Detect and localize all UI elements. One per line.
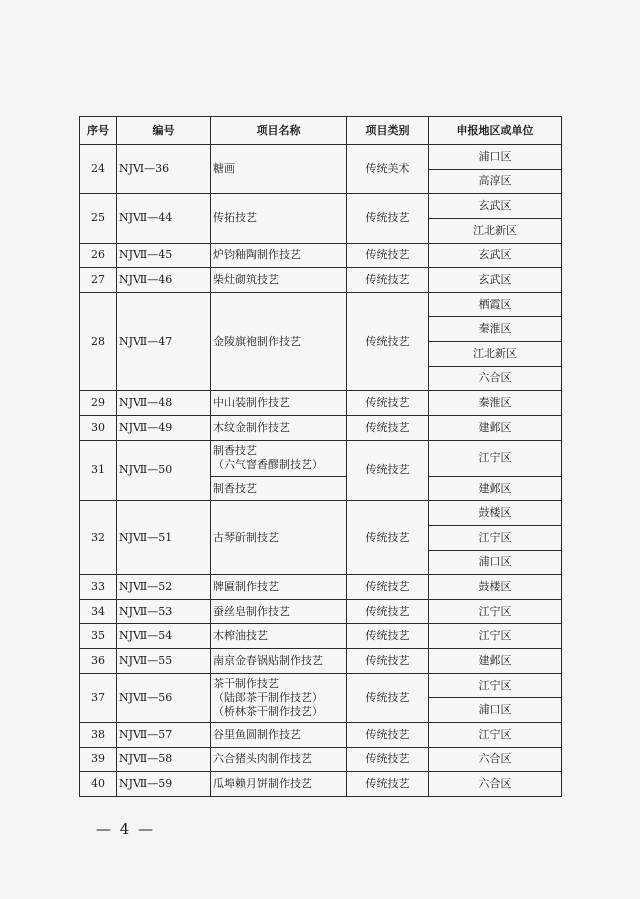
row-seq: 40 (80, 772, 117, 797)
row-region: 秦淮区 (429, 317, 562, 342)
row-region: 建邺区 (429, 649, 562, 674)
row-seq: 39 (80, 747, 117, 772)
row-seq: 35 (80, 624, 117, 649)
row-category: 传统技艺 (347, 292, 429, 391)
table-header-row (80, 117, 562, 145)
row-name-line: （六气窨香醪制技艺） (213, 458, 323, 472)
row-name: 中山装制作技艺 (211, 391, 347, 416)
row-region: 建邺区 (429, 476, 562, 501)
row-region: 江宁区 (429, 673, 562, 698)
row-region: 江北新区 (429, 342, 562, 367)
row-seq: 33 (80, 575, 117, 600)
heritage-list-table (79, 116, 562, 797)
table-row (80, 575, 562, 600)
table-row (80, 145, 562, 170)
row-region: 玄武区 (429, 194, 562, 219)
row-region: 浦口区 (429, 698, 562, 723)
row-name: 六合猪头肉制作技艺 (211, 747, 347, 772)
row-region: 玄武区 (429, 243, 562, 268)
table-row (80, 624, 562, 649)
row-seq: 30 (80, 415, 117, 440)
header-category: 项目类别 (347, 117, 429, 145)
row-code: NJⅦ—45 (117, 243, 211, 268)
row-region: 江宁区 (429, 624, 562, 649)
row-category: 传统技艺 (347, 575, 429, 600)
row-code: NJⅦ—50 (117, 440, 211, 501)
row-code: NJⅦ—54 (117, 624, 211, 649)
row-category: 传统技艺 (347, 624, 429, 649)
row-seq: 26 (80, 243, 117, 268)
row-code: NJⅦ—49 (117, 415, 211, 440)
row-code: NJⅦ—55 (117, 649, 211, 674)
row-category: 传统技艺 (347, 599, 429, 624)
row-code: NJⅦ—57 (117, 722, 211, 747)
row-seq: 32 (80, 501, 117, 575)
row-region: 六合区 (429, 366, 562, 391)
table-row (80, 722, 562, 747)
page-number: — 4 — (96, 820, 156, 838)
table-row (80, 268, 562, 293)
row-name: 金陵旗袍制作技艺 (211, 292, 347, 391)
row-name: 柴灶砌筑技艺 (211, 268, 347, 293)
row-name (211, 440, 347, 476)
row-category: 传统技艺 (347, 268, 429, 293)
row-code: NJⅥ—36 (117, 145, 211, 194)
row-name: 糖画 (211, 145, 347, 194)
row-code: NJⅦ—59 (117, 772, 211, 797)
row-category: 传统技艺 (347, 243, 429, 268)
row-code: NJⅦ—53 (117, 599, 211, 624)
row-seq: 27 (80, 268, 117, 293)
table-row (80, 649, 562, 674)
row-name: 制香技艺 (211, 476, 347, 501)
table-row (80, 673, 562, 698)
row-region: 鼓楼区 (429, 501, 562, 526)
row-code: NJⅦ—56 (117, 673, 211, 722)
table-row (80, 599, 562, 624)
row-code: NJⅦ—52 (117, 575, 211, 600)
row-seq: 24 (80, 145, 117, 194)
row-region: 浦口区 (429, 145, 562, 170)
row-code: NJⅦ—46 (117, 268, 211, 293)
row-name (211, 673, 347, 722)
row-region: 鼓楼区 (429, 575, 562, 600)
row-name: 牌匾制作技艺 (211, 575, 347, 600)
row-category: 传统美术 (347, 145, 429, 194)
row-name: 蚕丝皂制作技艺 (211, 599, 347, 624)
row-name: 传拓技艺 (211, 194, 347, 243)
row-name: 炉钧釉陶制作技艺 (211, 243, 347, 268)
row-category: 传统技艺 (347, 772, 429, 797)
row-code: NJⅦ—48 (117, 391, 211, 416)
row-region: 玄武区 (429, 268, 562, 293)
row-seq: 28 (80, 292, 117, 391)
row-name: 木榨油技艺 (211, 624, 347, 649)
header-code: 编号 (117, 117, 211, 145)
row-seq: 34 (80, 599, 117, 624)
row-name: 瓜埠赖月饼制作技艺 (211, 772, 347, 797)
row-region: 江宁区 (429, 525, 562, 550)
row-region: 浦口区 (429, 550, 562, 575)
row-code: NJⅦ—58 (117, 747, 211, 772)
row-region: 六合区 (429, 772, 562, 797)
row-code: NJⅦ—47 (117, 292, 211, 391)
table-row (80, 243, 562, 268)
row-region: 江宁区 (429, 722, 562, 747)
row-region: 江北新区 (429, 218, 562, 243)
row-code: NJⅦ—44 (117, 194, 211, 243)
row-name: 木纹金制作技艺 (211, 415, 347, 440)
table-row (80, 501, 562, 526)
row-seq: 38 (80, 722, 117, 747)
row-category: 传统技艺 (347, 501, 429, 575)
row-category: 传统技艺 (347, 440, 429, 501)
row-seq: 36 (80, 649, 117, 674)
row-seq: 31 (80, 440, 117, 501)
row-name-line: 茶干制作技艺 (213, 676, 279, 690)
row-region: 江宁区 (429, 440, 562, 476)
table-row (80, 747, 562, 772)
row-category: 传统技艺 (347, 649, 429, 674)
table-row (80, 292, 562, 317)
row-seq: 29 (80, 391, 117, 416)
row-category: 传统技艺 (347, 747, 429, 772)
table-row (80, 194, 562, 219)
row-region: 秦淮区 (429, 391, 562, 416)
row-region: 江宁区 (429, 599, 562, 624)
row-region: 建邺区 (429, 415, 562, 440)
row-seq: 25 (80, 194, 117, 243)
row-category: 传统技艺 (347, 194, 429, 243)
header-region: 申报地区或单位 (429, 117, 562, 145)
row-category: 传统技艺 (347, 722, 429, 747)
row-name: 古琴斫制技艺 (211, 501, 347, 575)
row-category: 传统技艺 (347, 673, 429, 722)
row-category: 传统技艺 (347, 415, 429, 440)
row-name-line: （陆郎茶干制作技艺） (213, 690, 323, 704)
table-row (80, 772, 562, 797)
table-row (80, 415, 562, 440)
header-seq: 序号 (80, 117, 117, 145)
row-name: 南京金春锅贴制作技艺 (211, 649, 347, 674)
row-seq: 37 (80, 673, 117, 722)
table-row (80, 440, 562, 476)
row-region: 高淳区 (429, 169, 562, 194)
table-row (80, 391, 562, 416)
row-code: NJⅦ—51 (117, 501, 211, 575)
row-region: 六合区 (429, 747, 562, 772)
row-category: 传统技艺 (347, 391, 429, 416)
row-name-line: （桥林茶干制作技艺） (213, 704, 323, 718)
header-name: 项目名称 (211, 117, 347, 145)
row-region: 栖霞区 (429, 292, 562, 317)
row-name: 谷里鱼圆制作技艺 (211, 722, 347, 747)
row-name-line: 制香技艺 (213, 444, 257, 458)
